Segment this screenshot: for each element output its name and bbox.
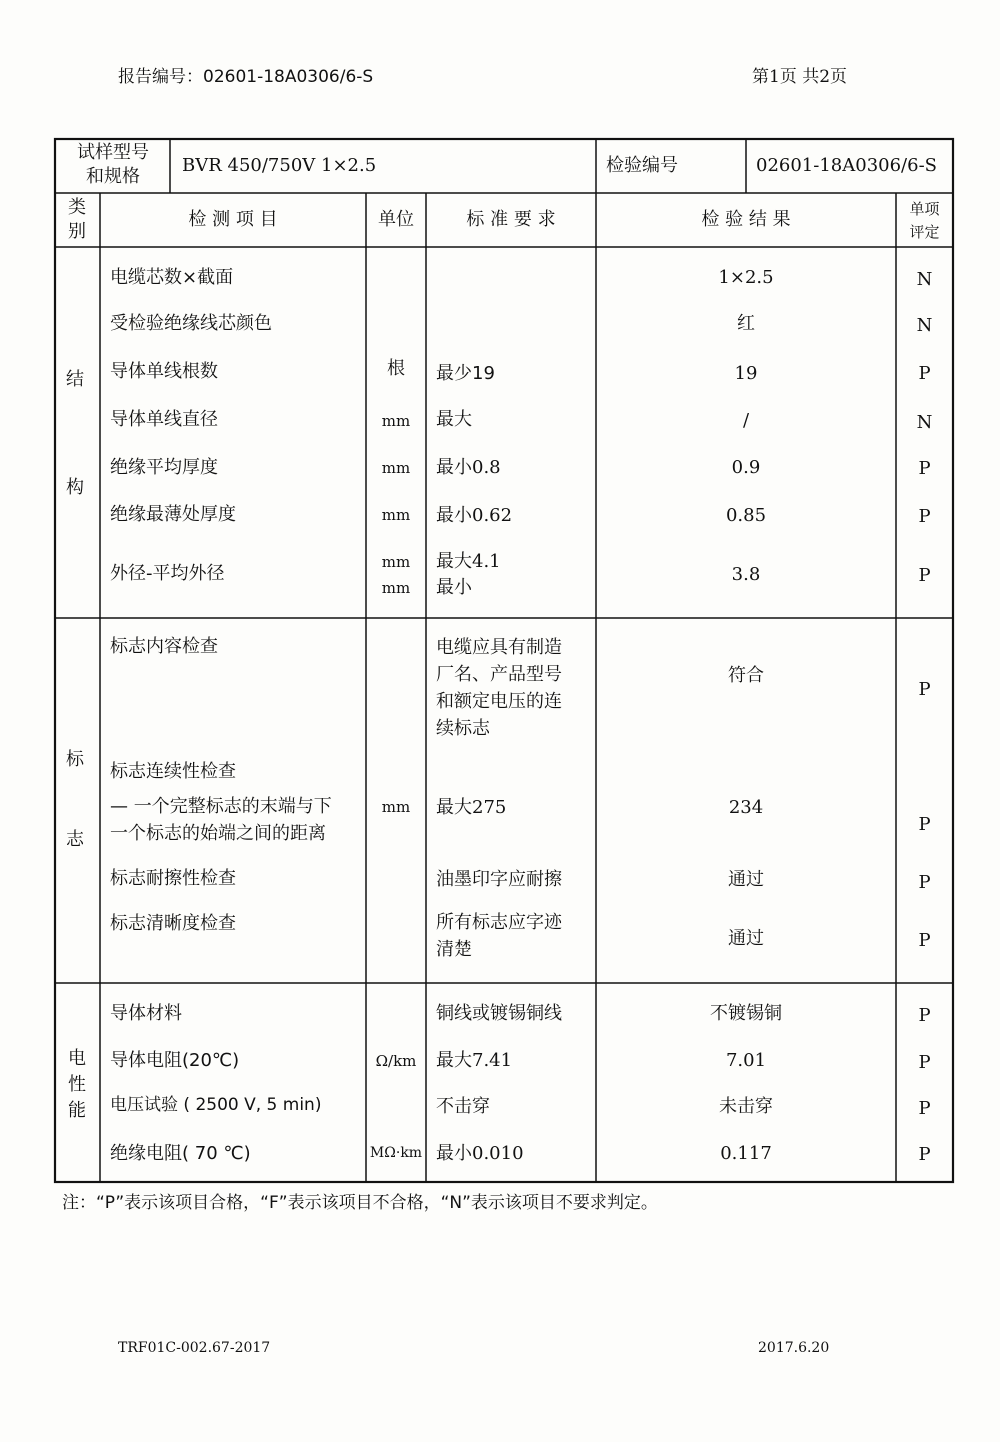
sample-model-label: 试样型号 和规格 [77, 142, 149, 187]
judge-cell: P [918, 506, 931, 527]
judge-cell: P [918, 1005, 931, 1026]
report-number: 报告编号：02601-18A0306/6-S [118, 67, 374, 87]
footnote: 注：“P”表示该项目合格，“F”表示该项目不合格，“N”表示该项目不要求判定。 [62, 1193, 658, 1213]
judge-cell: P [918, 458, 931, 479]
requirement-cell: 最大275 [436, 797, 507, 818]
unit-cell: mm [381, 506, 411, 524]
item-cell: 受检验绝缘线芯颜色 [110, 313, 272, 334]
item-cell-3: 一个标志的始端之间的距离 [110, 823, 326, 844]
section-label-structure-2: 构 [66, 477, 84, 498]
judge-cell: P [918, 930, 931, 951]
result-cell: 1×2.5 [718, 267, 774, 288]
judge-cell: P [918, 565, 931, 586]
requirement-cell: 不击穿 [436, 1096, 490, 1117]
sample-model-value: BVR 450/750V 1×2.5 [182, 155, 377, 176]
column-header-item: 检 测 项 目 [188, 209, 278, 230]
item-cell: 电缆芯数×截面 [110, 267, 234, 288]
section-label-marking-1: 标 [66, 749, 84, 770]
judge-cell: P [918, 872, 931, 893]
judge-cell: P [918, 1144, 931, 1165]
item-cell: 标志清晰度检查 [110, 913, 236, 934]
unit-cell: mm [381, 459, 411, 477]
section-label-marking-2: 志 [66, 829, 84, 850]
requirement-cell: 最小0.010 [436, 1143, 524, 1164]
result-cell: 234 [728, 797, 764, 818]
unit-cell: mm [381, 798, 411, 816]
judge-cell: N [916, 315, 933, 336]
result-cell: / [742, 410, 750, 431]
unit-cell-2: mm [381, 579, 411, 597]
unit-cell: mm [381, 553, 411, 571]
form-date: 2017.6.20 [758, 1340, 830, 1356]
requirement-cell-2: 最小 [436, 577, 472, 598]
result-cell: 不镀锡铜 [710, 1003, 782, 1024]
item-cell: 绝缘平均厚度 [110, 457, 218, 478]
result-cell: 7.01 [725, 1050, 767, 1071]
requirement-cell: 油墨印字应耐擦 [436, 869, 562, 890]
sample-id-label: 检验编号 [606, 155, 678, 176]
requirement-cell: 最大4.1 [436, 551, 501, 572]
item-cell: 绝缘电阻( 70 ℃) [110, 1143, 251, 1164]
judge-cell: P [918, 814, 931, 835]
item-cell: 标志内容检查 [110, 636, 218, 657]
result-cell: 通过 [728, 928, 764, 949]
section-label-electrical: 电 性 能 [68, 1048, 86, 1121]
result-cell: 未击穿 [719, 1096, 773, 1117]
requirement-cell-2: 清楚 [436, 939, 472, 960]
result-cell: 0.117 [720, 1143, 772, 1164]
requirement-cell: 最小0.62 [436, 505, 513, 526]
item-cell: 外径-平均外径 [110, 563, 225, 584]
item-cell: 导体材料 [110, 1003, 182, 1024]
item-cell-2: — 一个完整标志的末端与下 [110, 796, 332, 817]
unit-cell: MΩ·km [369, 1145, 423, 1161]
requirement-cell: 电缆应具有制造 厂名、产品型号 和额定电压的连 续标志 [436, 637, 562, 739]
sample-id-value: 02601-18A0306/6-S [756, 155, 937, 176]
unit-cell: 根 [387, 358, 405, 379]
column-header-requirement: 标 准 要 求 [466, 209, 556, 230]
result-cell: 3.8 [731, 564, 761, 585]
result-cell: 19 [734, 363, 758, 384]
requirement-cell: 铜线或镀锡铜线 [436, 1003, 562, 1024]
column-header-category: 类 别 [68, 197, 86, 242]
item-cell: 标志耐擦性检查 [110, 868, 236, 889]
column-header-result: 检 验 结 果 [701, 209, 791, 230]
requirement-cell: 最大 [436, 409, 472, 430]
judge-cell: N [916, 269, 933, 290]
requirement-cell: 所有标志应字迹 [436, 912, 562, 933]
result-cell: 0.9 [731, 457, 761, 478]
column-header-unit: 单位 [378, 209, 414, 230]
judge-cell: P [918, 363, 931, 384]
item-cell: 导体单线根数 [110, 361, 218, 382]
judge-cell: N [916, 412, 933, 433]
result-cell: 通过 [728, 869, 764, 890]
result-cell: 0.85 [725, 505, 767, 526]
result-cell: 符合 [728, 665, 764, 686]
unit-cell: Ω/km [375, 1052, 417, 1070]
unit-cell: mm [381, 412, 411, 430]
section-label-structure-1: 结 [66, 369, 84, 390]
page-number: 第1页 共2页 [752, 67, 848, 87]
item-cell: 绝缘最薄处厚度 [110, 504, 236, 525]
column-header-judgement: 单项 评定 [909, 200, 940, 241]
item-cell: 电压试验 ( 2500 V, 5 min) [110, 1095, 322, 1115]
requirement-cell: 最大7.41 [436, 1050, 513, 1071]
judge-cell: P [918, 679, 931, 700]
item-cell: 标志连续性检查 [110, 761, 236, 782]
item-cell: 导体单线直径 [110, 409, 218, 430]
requirement-cell: 最小0.8 [436, 457, 501, 478]
form-code: TRF01C-002.67-2017 [118, 1340, 271, 1356]
judge-cell: P [918, 1098, 931, 1119]
requirement-cell: 最少19 [436, 363, 495, 384]
judge-cell: P [918, 1052, 931, 1073]
item-cell: 导体电阻(20℃) [110, 1050, 240, 1071]
result-cell: 红 [737, 313, 755, 334]
